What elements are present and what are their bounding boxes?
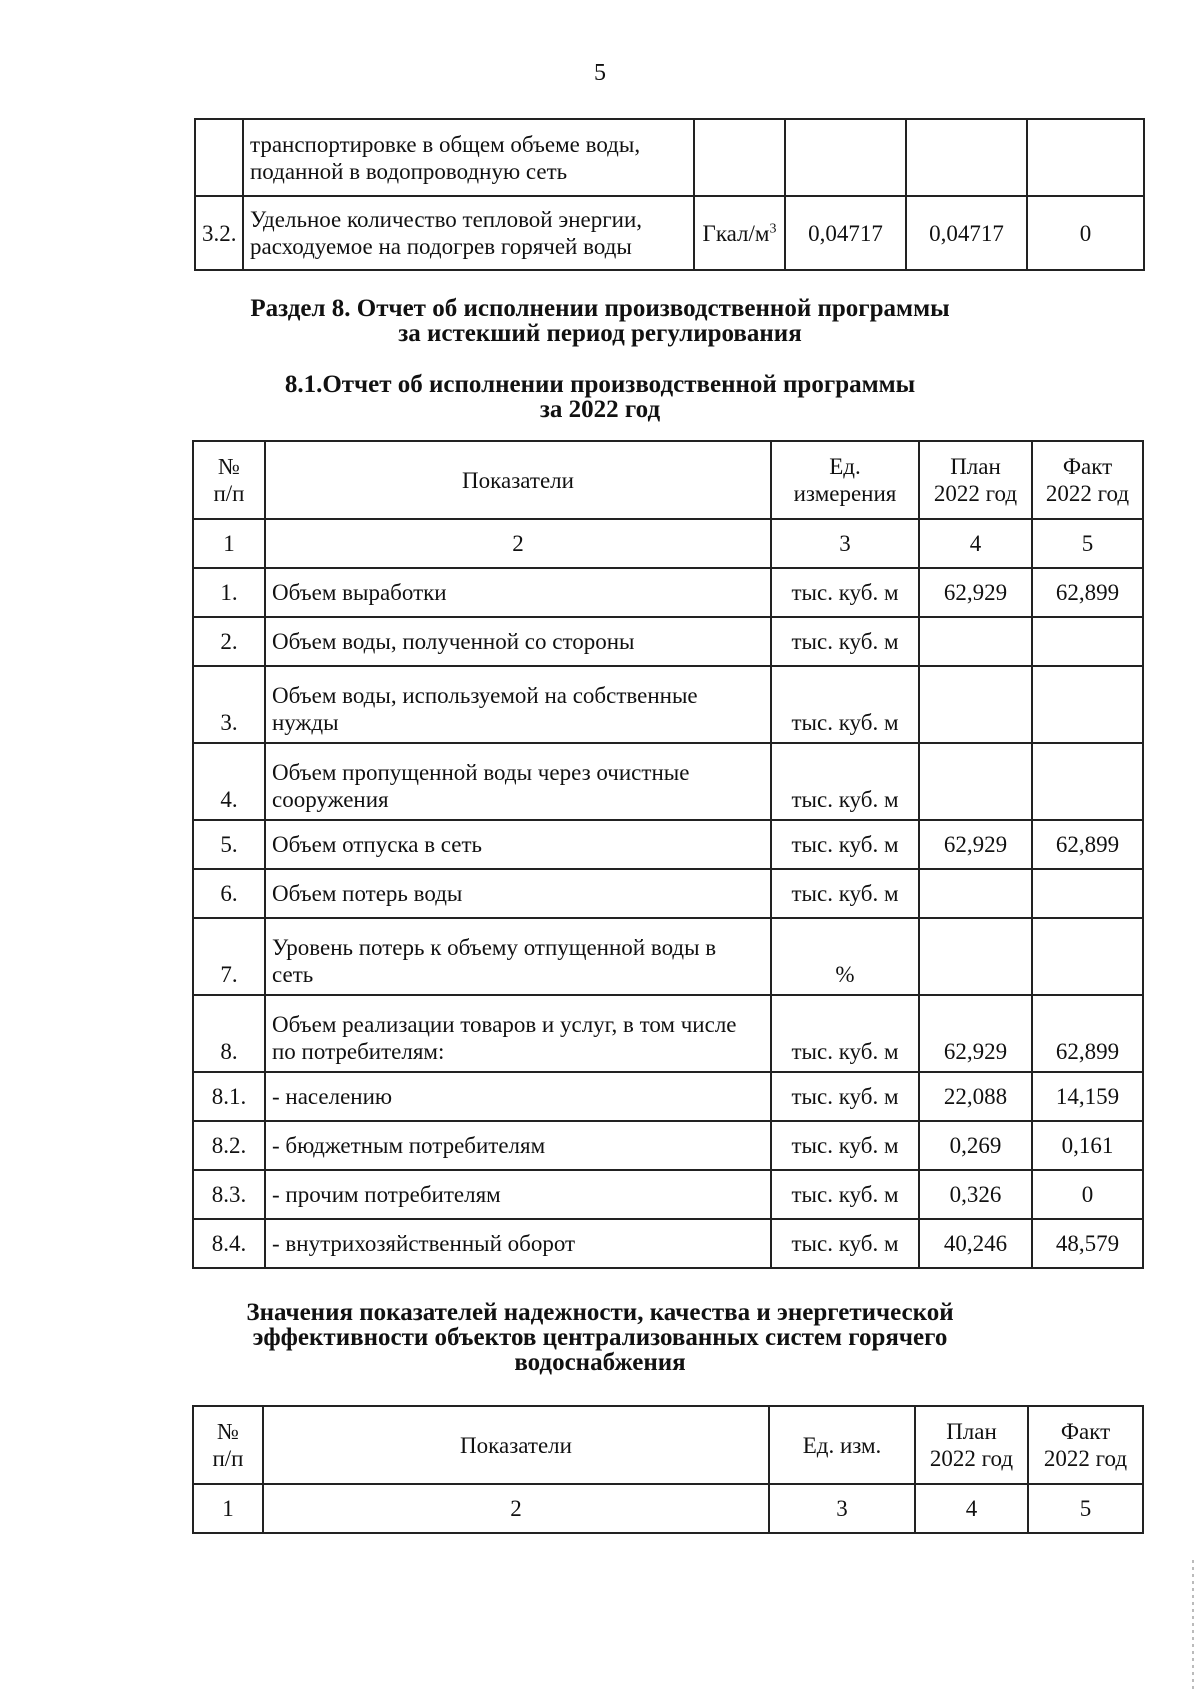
row-number: 3.2. [195, 196, 243, 270]
indicator-cell [265, 666, 771, 743]
indicator-line: поданной в водопроводную сеть [250, 158, 568, 184]
header-unit: Ед. изм. [769, 1406, 915, 1484]
indicator-line: Объем пропущенной воды через очистные [272, 760, 690, 785]
plan-cell: 62,929 [919, 820, 1032, 869]
column-number: 2 [265, 519, 771, 568]
fact-cell: 62,899 [1032, 995, 1143, 1072]
row-number: 8.4. [193, 1219, 265, 1268]
section8-subtitle [0, 372, 1200, 422]
indicator-cell [265, 1219, 771, 1268]
column-number: 3 [771, 519, 919, 568]
reliability-title-line: Значения показателей надежности, качества и энергетической [246, 1299, 954, 1326]
table-row [195, 196, 1144, 270]
diff-cell [1027, 119, 1144, 196]
indicator-line: - бюджетным потребителям [272, 1133, 546, 1158]
plan-cell: 62,929 [919, 568, 1032, 617]
header-plan [919, 441, 1032, 519]
header-num-line: п/п [212, 1446, 244, 1471]
column-number: 1 [193, 1484, 263, 1533]
header-num-line: № [218, 454, 240, 479]
fact-cell: 62,899 [1032, 820, 1143, 869]
unit-cell [694, 196, 785, 270]
table-row [193, 666, 1143, 743]
unit-base: Гкал/м [702, 220, 770, 246]
scan-edge-marks [1192, 1560, 1194, 1690]
page-number: 5 [594, 60, 606, 86]
diff-cell: 0 [1027, 196, 1144, 270]
fact-cell [1032, 617, 1143, 666]
row-number: 8. [193, 995, 265, 1072]
header-num-line: п/п [213, 481, 245, 506]
unit-cell: тыс. куб. м [771, 1072, 919, 1121]
indicator-line: Объем воды, используемой на собственные [272, 683, 698, 708]
row-number: 8.2. [193, 1121, 265, 1170]
plan-cell [919, 918, 1032, 995]
indicator-line: транспортировке в общем объеме воды, [250, 131, 641, 157]
row-number: 2. [193, 617, 265, 666]
table-row [193, 918, 1143, 995]
indicator-cell [265, 995, 771, 1072]
row-number: 1. [193, 568, 265, 617]
indicator-line: Объем потерь воды [272, 881, 463, 906]
section8-subtitle-line: за 2022 год [539, 396, 661, 423]
reliability-title-line: водоснабжения [514, 1349, 686, 1376]
top-table [194, 118, 1145, 271]
plan-cell [785, 119, 906, 196]
row-number: 3. [193, 666, 265, 743]
row-number: 4. [193, 743, 265, 820]
indicator-line: Объем воды, полученной со стороны [272, 629, 635, 654]
table-row [193, 568, 1143, 617]
indicator-line: сеть [272, 962, 314, 987]
unit-cell: тыс. куб. м [771, 617, 919, 666]
unit-cell: тыс. куб. м [771, 1219, 919, 1268]
indicator-line: нужды [272, 710, 339, 735]
unit-cell: тыс. куб. м [771, 869, 919, 918]
unit-superscript: 3 [769, 220, 777, 236]
section8-title-line: за истекший период регулирования [398, 320, 802, 347]
indicator-line: сооружения [272, 787, 389, 812]
table-row [193, 1121, 1143, 1170]
indicator-line: - внутрихозяйственный оборот [272, 1231, 576, 1256]
header-unit-line: Ед. [829, 454, 861, 479]
fact-cell [1032, 918, 1143, 995]
indicator-line: Удельное количество тепловой энергии, [250, 207, 643, 232]
unit-cell: тыс. куб. м [771, 568, 919, 617]
fact-cell: 14,159 [1032, 1072, 1143, 1121]
table-header-row [193, 1406, 1143, 1484]
indicator-cell [265, 617, 771, 666]
indicator-cell [265, 743, 771, 820]
plan-cell [919, 666, 1032, 743]
header-plan-line: 2022 год [929, 1446, 1014, 1471]
header-num [193, 441, 265, 519]
indicator-cell [265, 1121, 771, 1170]
plan-cell: 62,929 [919, 995, 1032, 1072]
unit-cell: тыс. куб. м [771, 995, 919, 1072]
indicator-cell [243, 196, 694, 270]
row-number: 8.3. [193, 1170, 265, 1219]
header-num [193, 1406, 263, 1484]
column-number: 3 [769, 1484, 915, 1533]
indicator-line: - прочим потребителям [272, 1182, 501, 1207]
header-indicator: Показатели [265, 441, 771, 519]
header-plan-line: 2022 год [933, 481, 1018, 506]
fact-cell [1032, 869, 1143, 918]
row-number: 6. [193, 869, 265, 918]
header-fact-line: Факт [1060, 1419, 1111, 1444]
table-row [193, 995, 1143, 1072]
unit-cell: % [771, 918, 919, 995]
plan-cell [919, 869, 1032, 918]
indicator-line: Объем реализации товаров и услуг, в том числе [272, 1012, 737, 1037]
plan-cell: 0,326 [919, 1170, 1032, 1219]
indicator-line: - населению [272, 1084, 393, 1109]
unit-cell: тыс. куб. м [771, 820, 919, 869]
header-unit-line: измерения [793, 481, 897, 506]
reliability-title-line: эффективности объектов централизованных систем горячего [252, 1324, 948, 1351]
header-fact-line: 2022 год [1043, 1446, 1128, 1471]
header-fact-line: 2022 год [1045, 481, 1130, 506]
table-row [193, 743, 1143, 820]
plan-cell: 0,269 [919, 1121, 1032, 1170]
indicator-cell [265, 869, 771, 918]
plan-cell: 22,088 [919, 1072, 1032, 1121]
column-number: 5 [1028, 1484, 1143, 1533]
indicator-cell [265, 820, 771, 869]
fact-cell: 0,04717 [906, 196, 1027, 270]
unit-cell: тыс. куб. м [771, 1121, 919, 1170]
indicator-cell [265, 918, 771, 995]
header-fact [1028, 1406, 1143, 1484]
plan-cell: 40,246 [919, 1219, 1032, 1268]
reliability-title [0, 1300, 1200, 1375]
table-row [193, 820, 1143, 869]
fact-cell: 48,579 [1032, 1219, 1143, 1268]
indicator-cell [265, 1072, 771, 1121]
table-row [193, 1219, 1143, 1268]
section8-subtitle-line: 8.1.Отчет об исполнении производственной программы [284, 371, 916, 398]
unit-cell [694, 119, 785, 196]
reliability-table [192, 1405, 1144, 1534]
table-row [193, 1170, 1143, 1219]
unit-cell: тыс. куб. м [771, 743, 919, 820]
column-number: 4 [919, 519, 1032, 568]
fact-cell: 0,161 [1032, 1121, 1143, 1170]
plan-cell: 0,04717 [785, 196, 906, 270]
table-row [193, 1072, 1143, 1121]
table-header-row [193, 441, 1143, 519]
fact-cell [906, 119, 1027, 196]
row-number [195, 119, 243, 196]
row-number: 5. [193, 820, 265, 869]
fact-cell: 62,899 [1032, 568, 1143, 617]
plan-cell [919, 617, 1032, 666]
fact-cell [1032, 666, 1143, 743]
indicator-cell [265, 1170, 771, 1219]
production-program-table [192, 440, 1144, 1269]
header-fact [1032, 441, 1143, 519]
header-unit [771, 441, 919, 519]
header-plan [915, 1406, 1028, 1484]
header-plan-line: План [946, 1419, 997, 1444]
table-row [195, 119, 1144, 196]
column-number-row [193, 519, 1143, 568]
column-number: 5 [1032, 519, 1143, 568]
indicator-cell [243, 119, 694, 196]
fact-cell [1032, 743, 1143, 820]
row-number: 8.1. [193, 1072, 265, 1121]
column-number: 2 [263, 1484, 769, 1533]
unit-cell: тыс. куб. м [771, 1170, 919, 1219]
header-plan-line: План [950, 454, 1001, 479]
header-num-line: № [217, 1419, 239, 1444]
indicator-line: Объем выработки [272, 580, 447, 605]
plan-cell [919, 743, 1032, 820]
indicator-cell [265, 568, 771, 617]
header-fact-line: Факт [1062, 454, 1113, 479]
fact-cell: 0 [1032, 1170, 1143, 1219]
production-table-body [193, 568, 1143, 1268]
section8-title [0, 296, 1200, 346]
row-number: 7. [193, 918, 265, 995]
indicator-line: расходуемое на подогрев горячей воды [250, 234, 632, 259]
header-indicator: Показатели [263, 1406, 769, 1484]
indicator-line: по потребителям: [272, 1039, 445, 1064]
column-number-row [193, 1484, 1143, 1533]
column-number: 4 [915, 1484, 1028, 1533]
indicator-line: Объем отпуска в сеть [272, 832, 483, 857]
section8-title-line: Раздел 8. Отчет об исполнении производственной программы [250, 295, 950, 322]
unit-cell: тыс. куб. м [771, 666, 919, 743]
table-row [193, 869, 1143, 918]
indicator-line: Уровень потерь к объему отпущенной воды в [272, 935, 717, 960]
column-number: 1 [193, 519, 265, 568]
table-row [193, 617, 1143, 666]
